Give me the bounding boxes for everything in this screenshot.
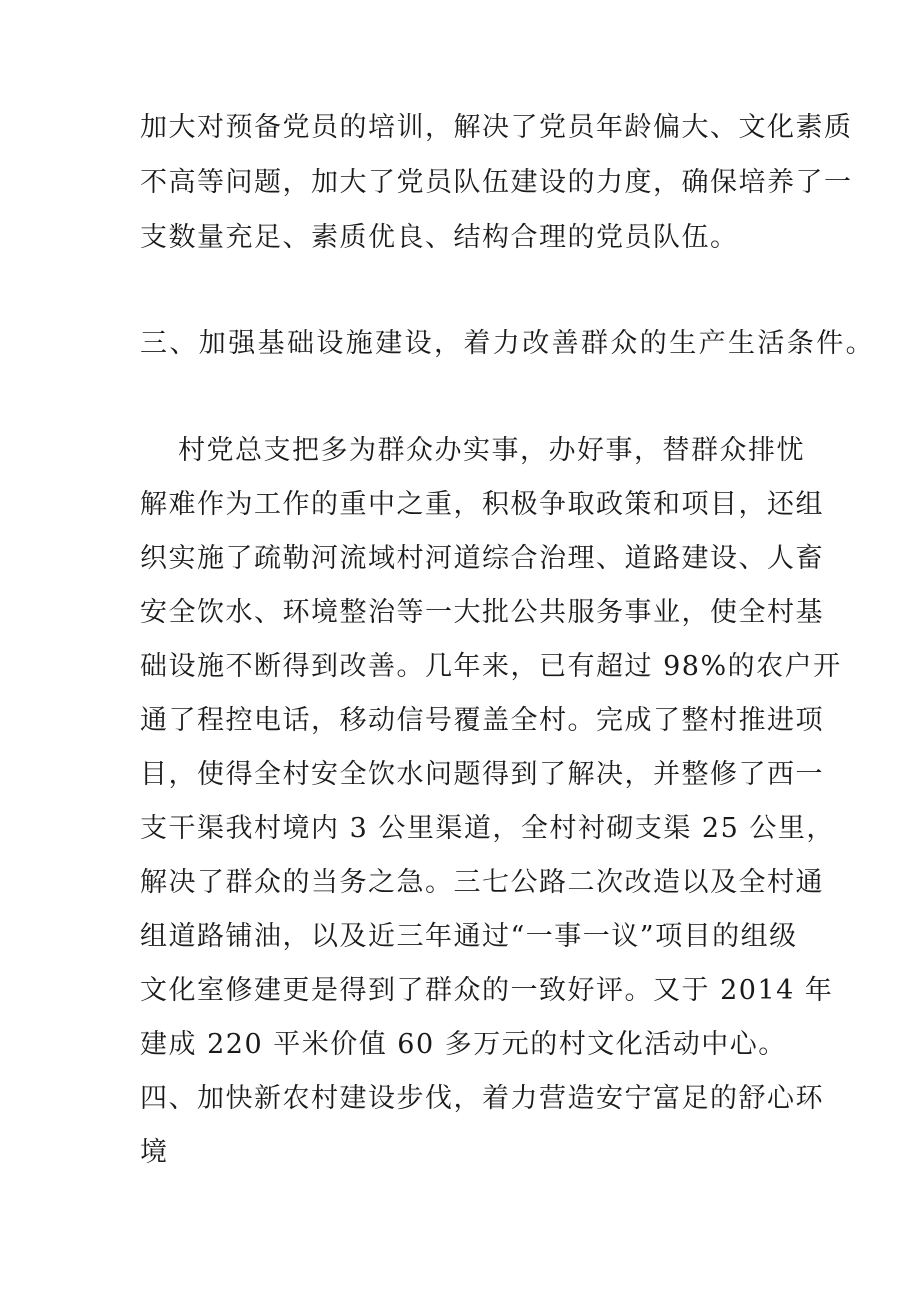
paragraph-line: 通了程控电话，移动信号覆盖全村。完成了整村推进项 xyxy=(140,705,824,736)
paragraph-line: 支干渠我村境内 3 公里渠道，全村衬砌支渠 25 公里， xyxy=(140,813,835,844)
section-heading-3: 三、加强基础设施建设，着力改善群众的生产生活条件。 xyxy=(140,328,875,359)
paragraph-line: 组道路铺油，以及近三年通过“一事一议”项目的组级 xyxy=(140,921,798,952)
paragraph-line: 目，使得全村安全饮水问题得到了解决，并整修了西一 xyxy=(140,759,824,790)
paragraph-line: 织实施了疏勒河流域村河道综合治理、道路建设、人畜 xyxy=(140,543,824,574)
paragraph-line: 解决了群众的当务之急。三七公路二次改造以及全村通 xyxy=(140,867,824,898)
paragraph-line: 安全饮水、环境整治等一大批公共服务事业，使全村基 xyxy=(140,597,824,628)
paragraph-line: 不高等问题，加大了党员队伍建设的力度，确保培养了一 xyxy=(140,167,853,198)
paragraph-line: 支数量充足、素质优良、结构合理的党员队伍。 xyxy=(140,222,739,253)
section-heading-4: 四、加快新农村建设步伐，着力营造安宁富足的舒心环 xyxy=(140,1083,824,1114)
paragraph-line: 加大对预备党员的培训，解决了党员年龄偏大、文化素质 xyxy=(140,112,853,143)
section-heading-4-continued: 境 xyxy=(140,1137,169,1168)
paragraph-line: 础设施不断得到改善。几年来，已有超过 98%的农户开 xyxy=(140,651,842,682)
paragraph-line: 建成 220 平米价值 60 多万元的村文化活动中心。 xyxy=(140,1029,787,1060)
paragraph-line: 解难作为工作的重中之重，积极争取政策和项目，还组 xyxy=(140,489,824,520)
paragraph-line: 村党总支把多为群众办实事，办好事，替群众排忧 xyxy=(178,435,805,466)
paragraph-line: 文化室修建更是得到了群众的一致好评。又于 2014 年 xyxy=(140,975,834,1006)
